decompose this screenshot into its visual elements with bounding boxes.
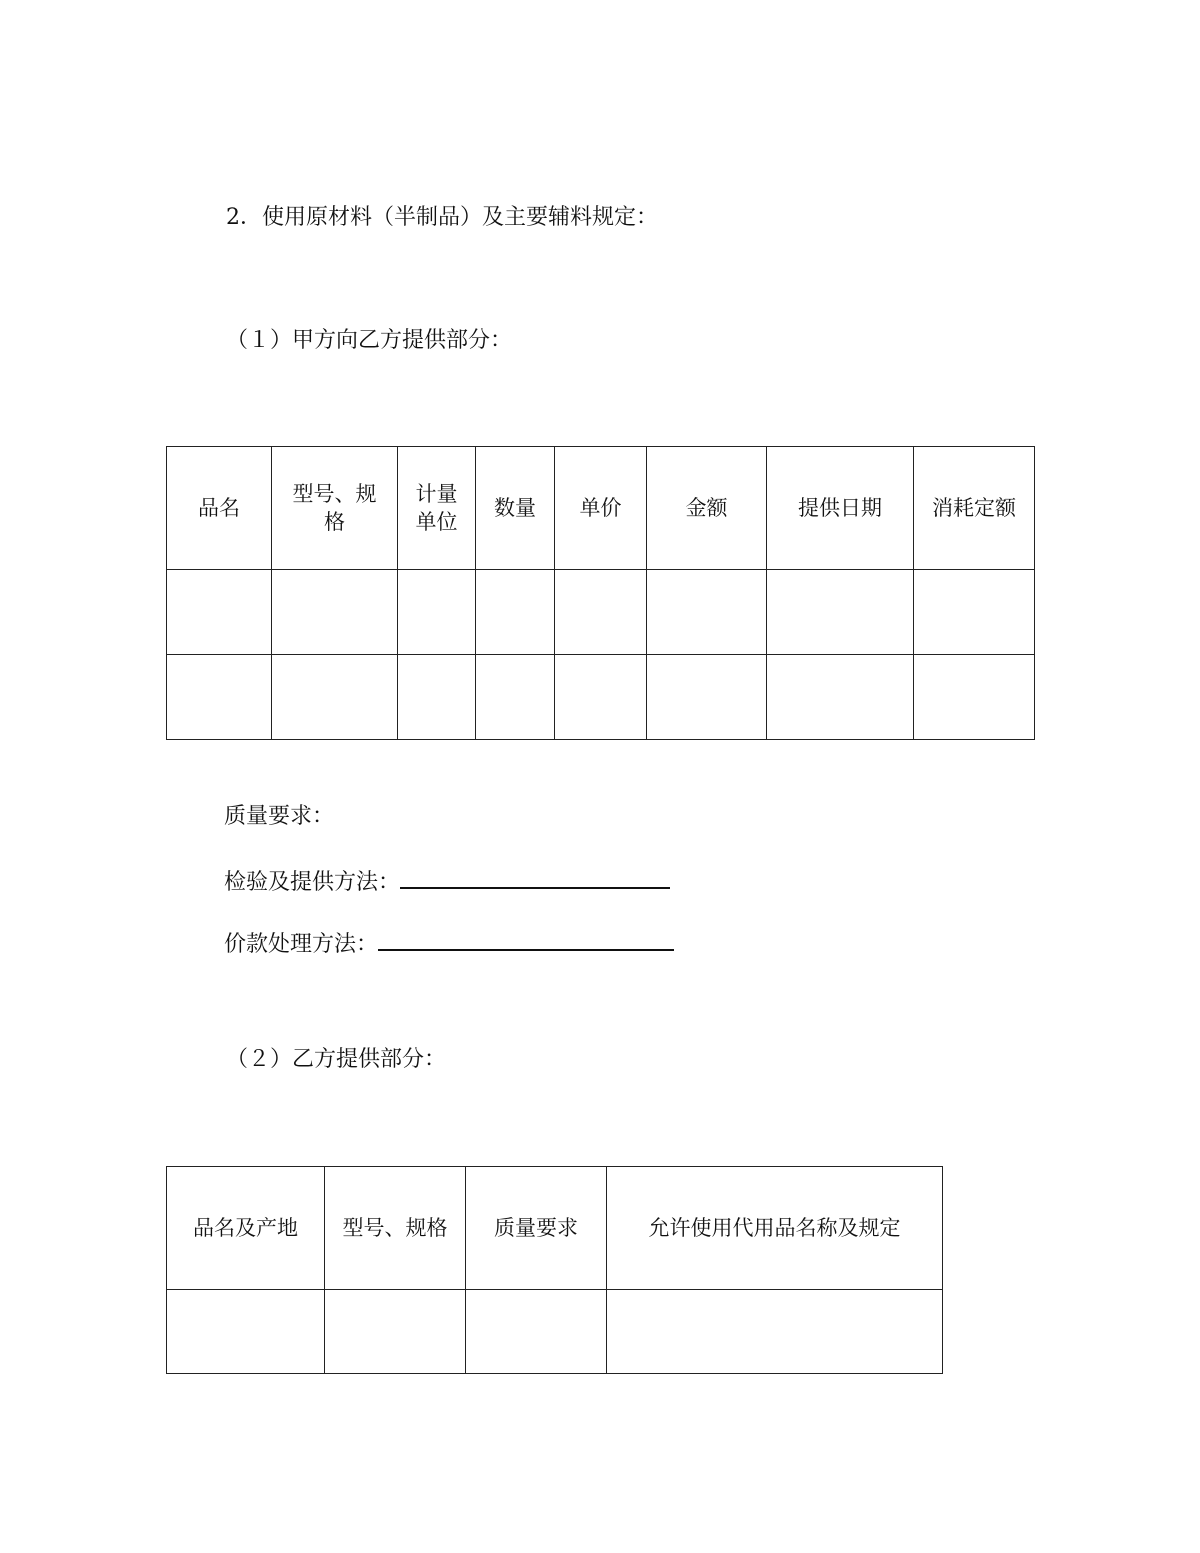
- inspection-method-blank[interactable]: [400, 863, 670, 889]
- part1-header-cell: 消耗定额: [914, 447, 1035, 570]
- table-cell: [167, 655, 272, 740]
- table-cell: [555, 570, 647, 655]
- table-cell: [607, 1290, 943, 1374]
- table-cell: [476, 655, 555, 740]
- table-cell: [398, 655, 476, 740]
- part1-header-cell: 计量单位: [398, 447, 476, 570]
- table-cell: [555, 655, 647, 740]
- table-cell: [647, 655, 767, 740]
- part1-header-cell: 金额: [647, 447, 767, 570]
- table-cell: [914, 655, 1035, 740]
- table-cell: [398, 570, 476, 655]
- table-cell: [272, 570, 398, 655]
- part2-header-cell: 型号、规格: [325, 1167, 466, 1290]
- table-row: [167, 570, 1035, 655]
- payment-method-label: 价款处理方法：: [224, 932, 379, 957]
- table-cell: [767, 655, 914, 740]
- inspection-method-line: [224, 863, 670, 898]
- part2-header-cell: 品名及产地: [167, 1167, 325, 1290]
- part2-header-row: [167, 1167, 943, 1290]
- part2-header-cell: 质量要求: [466, 1167, 607, 1290]
- part2-heading: （２）乙方提供部分：: [226, 1047, 447, 1072]
- payment-method-blank[interactable]: [378, 925, 674, 951]
- part1-header-row: [167, 447, 1035, 570]
- table-cell: [466, 1290, 607, 1374]
- table-cell: [325, 1290, 466, 1374]
- table-cell: [167, 1290, 325, 1374]
- part1-table: [166, 446, 1035, 740]
- part1-header-cell: 品名: [167, 447, 272, 570]
- part1-header-cell: 数量: [476, 447, 555, 570]
- part2-table: [166, 1166, 943, 1374]
- section-title: 2．使用原材料（半制品）及主要辅料规定：: [226, 205, 658, 230]
- table-row: [167, 1290, 943, 1374]
- part1-header-cell: 型号、规格: [272, 447, 398, 570]
- part2-header-cell: 允许使用代用品名称及规定: [607, 1167, 943, 1290]
- table-cell: [914, 570, 1035, 655]
- table-cell: [476, 570, 555, 655]
- part1-heading: （１）甲方向乙方提供部分：: [226, 328, 513, 353]
- inspection-method-label: 检验及提供方法：: [224, 870, 401, 895]
- payment-method-line: [224, 925, 674, 960]
- table-cell: [167, 570, 272, 655]
- table-cell: [767, 570, 914, 655]
- table-cell: [272, 655, 398, 740]
- part1-header-cell: 提供日期: [767, 447, 914, 570]
- table-row: [167, 655, 1035, 740]
- quality-requirement-label: 质量要求：: [224, 804, 335, 829]
- part1-header-cell: 单价: [555, 447, 647, 570]
- table-cell: [647, 570, 767, 655]
